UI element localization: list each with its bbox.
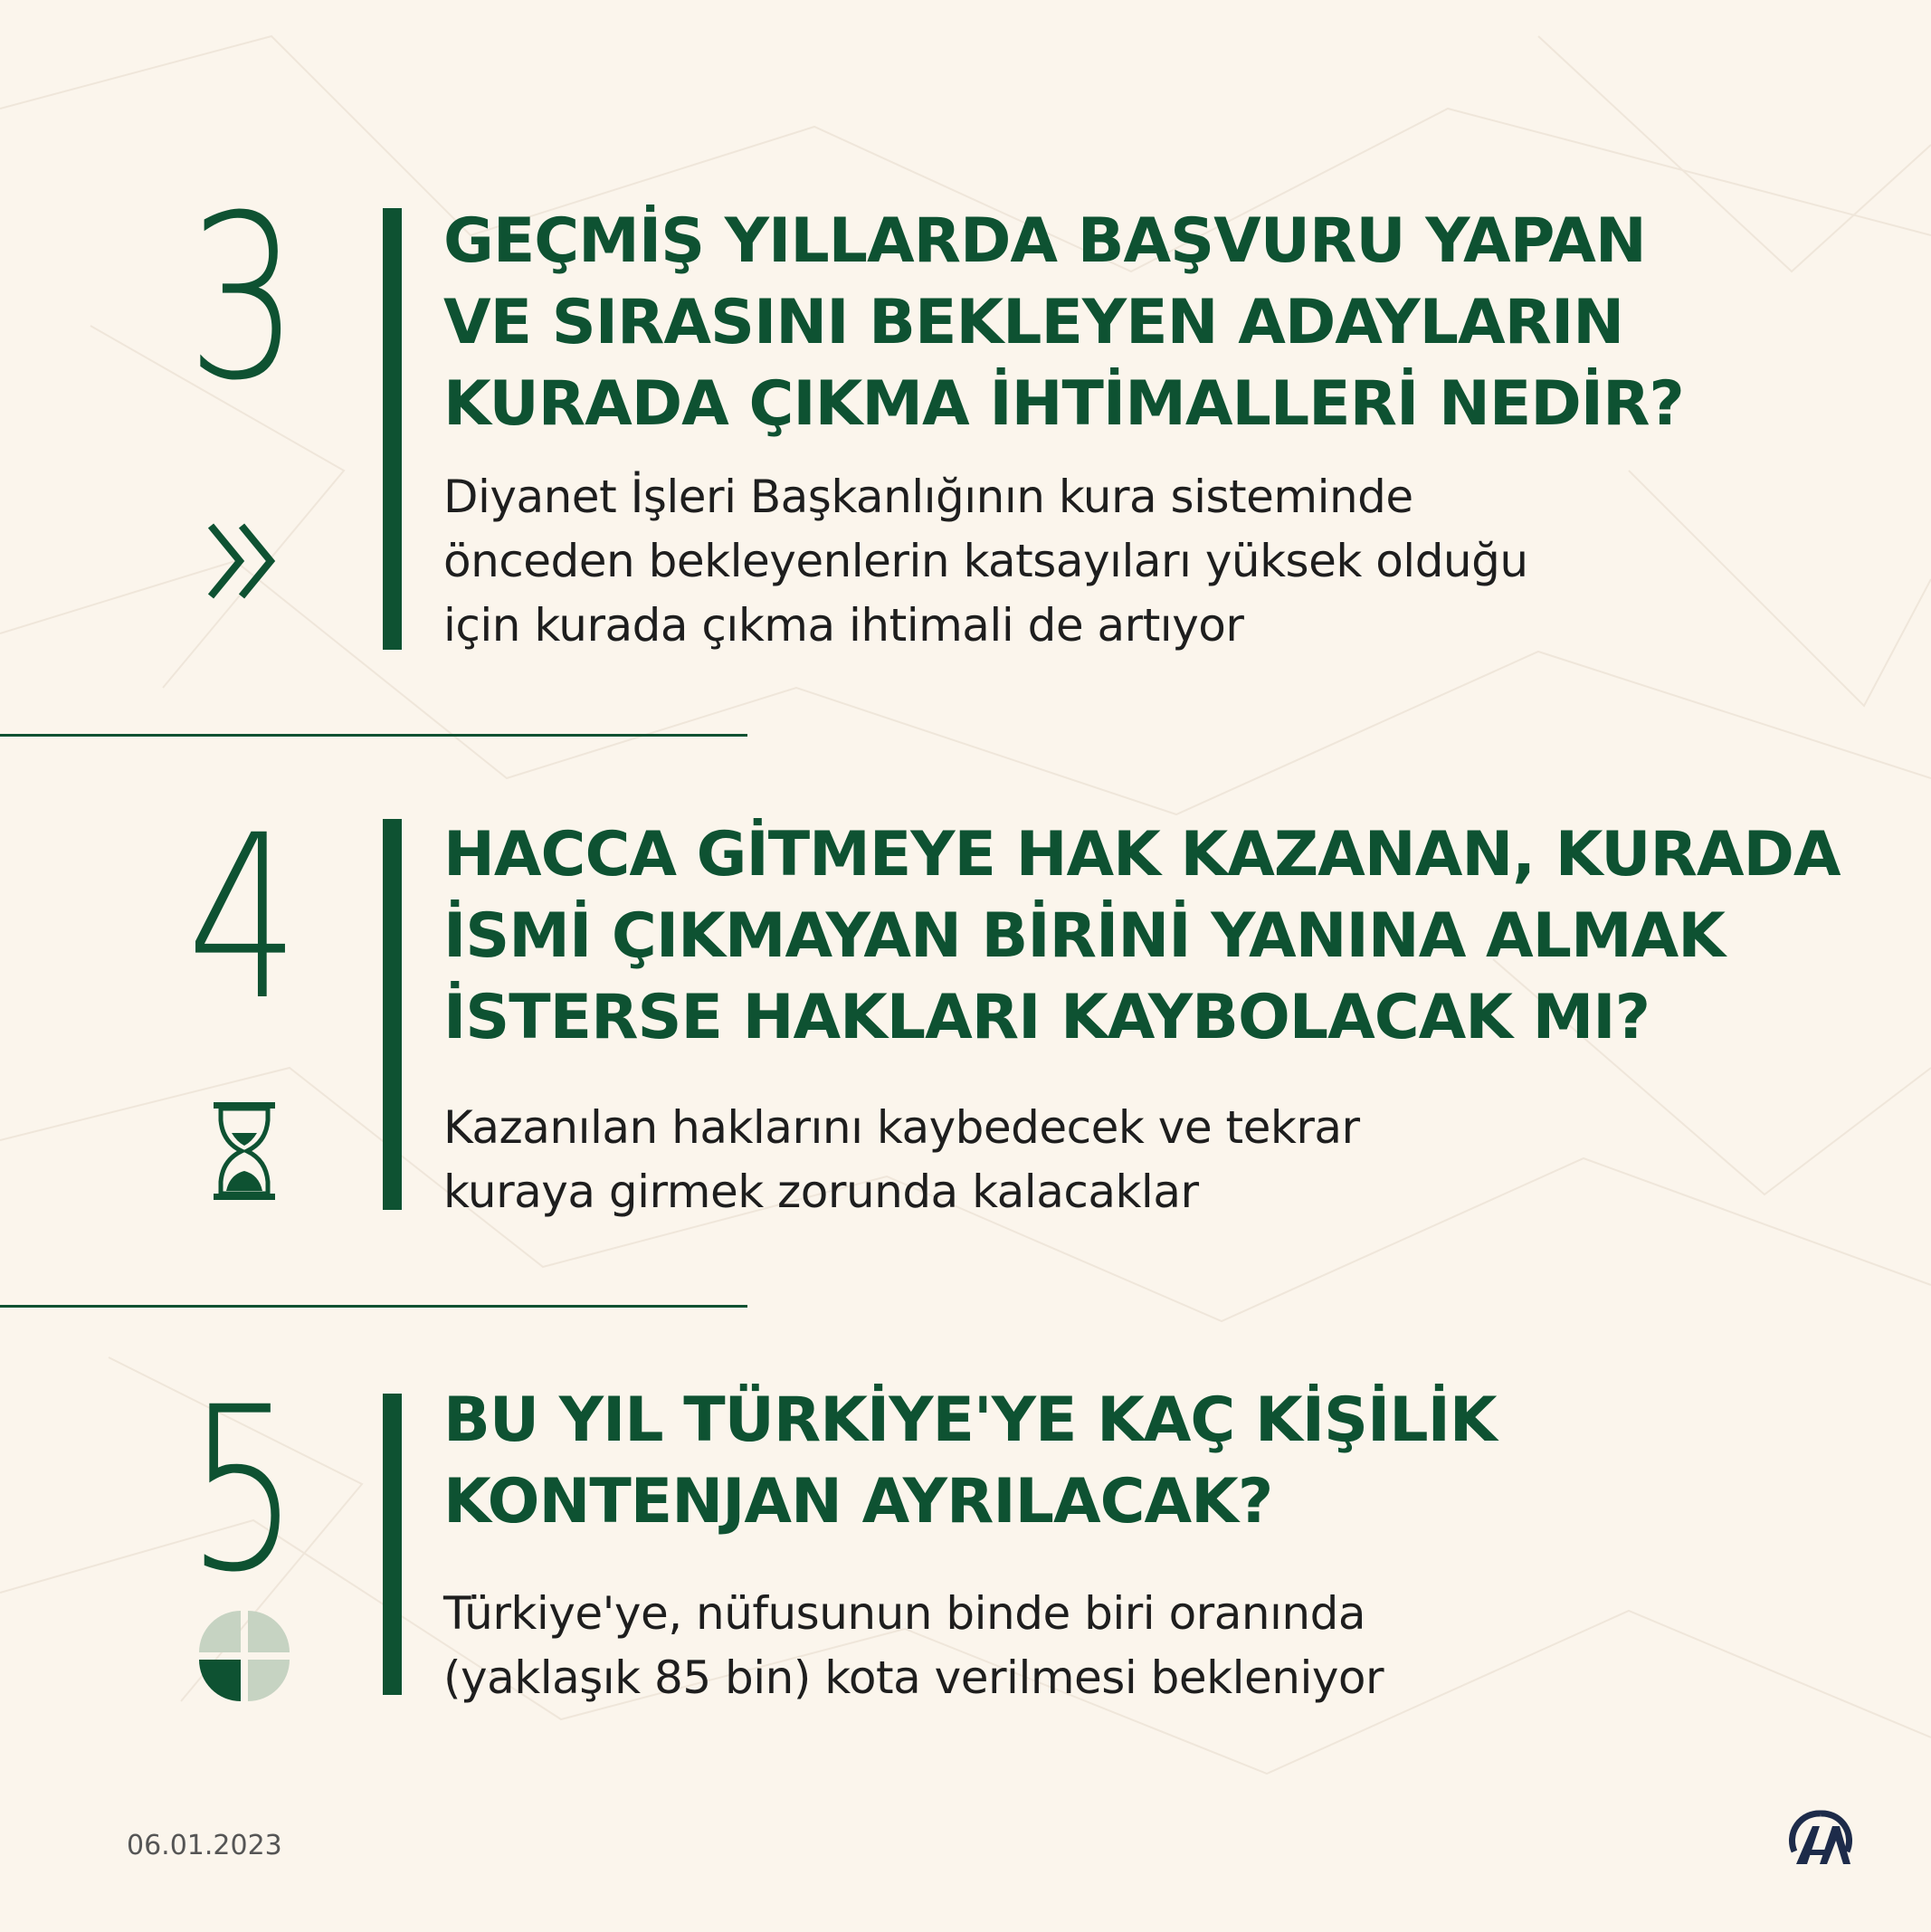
vertical-accent-bar [383, 819, 402, 1210]
answer-line: kuraya girmek zorunda kalacaklar [443, 1166, 1199, 1218]
question-heading [443, 814, 1841, 1059]
answer-line: Türkiye'ye, nüfusunun binde biri oranında [443, 1587, 1366, 1640]
question-line: İSTERSE HAKLARI KAYBOLACAK MI? [443, 982, 1650, 1053]
item-number: 4 [186, 786, 300, 1050]
question-line: KURADA ÇIKMA İHTİMALLERİ NEDİR? [443, 368, 1684, 440]
aa-logo [1787, 1810, 1854, 1868]
vertical-accent-bar [383, 208, 402, 650]
question-line: HACCA GİTMEYE HAK KAZANAN, KURADA [443, 819, 1841, 890]
quarter-pie-icon [199, 1611, 290, 1701]
question-heading [443, 201, 1801, 445]
question-heading [443, 1380, 1801, 1543]
answer-line: (yaklaşık 85 bin) kota verilmesi bekleniyor [443, 1651, 1384, 1704]
question-line: İSMİ ÇIKMAYAN BİRİNİ YANINA ALMAK [443, 900, 1725, 972]
item-number: 5 [186, 1358, 300, 1622]
answer-line: için kurada çıkma ihtimali de artıyor [443, 599, 1244, 652]
answer-line: Kazanılan haklarını kaybedecek ve tekrar [443, 1101, 1360, 1154]
question-line: BU YIL TÜRKİYE'YE KAÇ KİŞİLİK [443, 1385, 1497, 1456]
question-line: VE SIRASINI BEKLEYEN ADAYLARIN [443, 287, 1624, 358]
question-line: KONTENJAN AYRILACAK? [443, 1466, 1273, 1537]
answer-text [443, 1582, 1801, 1710]
answer-line: önceden bekleyenlerin katsayıları yüksek olduğu [443, 535, 1528, 587]
answer-text [443, 1096, 1801, 1224]
double-chevron-right-icon [204, 520, 285, 602]
item-number: 3 [186, 167, 300, 430]
publish-date: 06.01.2023 [127, 1830, 282, 1861]
question-line: GEÇMİŞ YILLARDA BAŞVURU YAPAN [443, 205, 1646, 277]
answer-line: Diyanet İşleri Başkanlığının kura sisteminde [443, 471, 1413, 523]
hourglass-icon [212, 1100, 277, 1202]
vertical-accent-bar [383, 1394, 402, 1695]
section-divider [0, 734, 747, 737]
answer-text [443, 465, 1801, 658]
section-divider [0, 1305, 747, 1308]
